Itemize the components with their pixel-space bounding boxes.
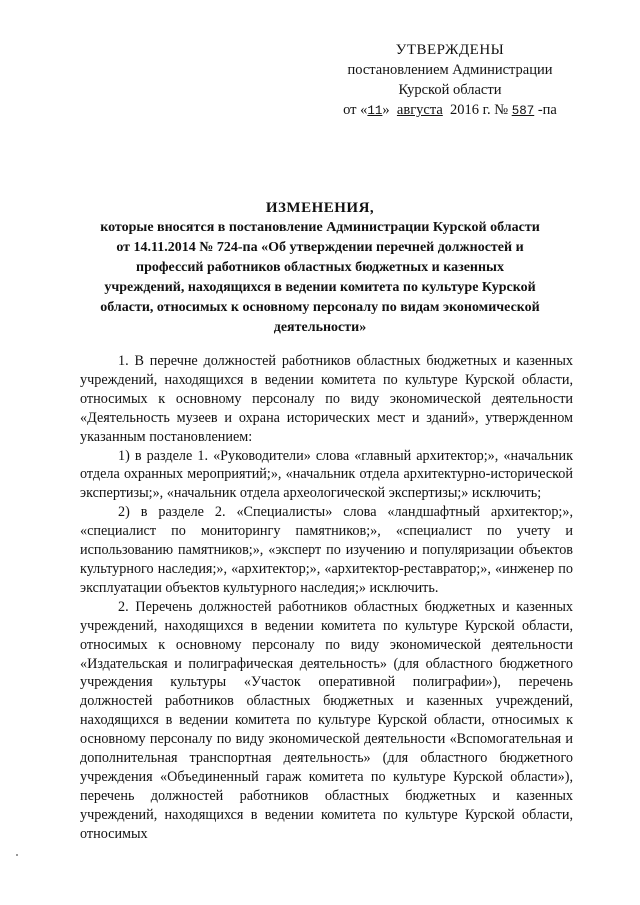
approval-line-2: Курской области	[398, 82, 502, 98]
approval-date-line	[300, 100, 600, 121]
paragraph-1-item-2: 2) в разделе 2. «Специалисты» слова «ландшафтный архитектор;», «специалист по мониторингу памятников;», «специалист по учету и использованию памятников;», «эксперт по изучению и популяризации объектов культурного наследия;», «архитектор;», «архитектор-реставратор;», «инженер по эксплуатации объектов культурного наследия;» исключить.	[80, 504, 573, 596]
document-title	[70, 198, 570, 338]
scan-speck	[16, 854, 18, 856]
approval-stamp	[300, 40, 600, 121]
title-line: которые вносятся в постановление Администрации Курской области	[100, 220, 540, 235]
date-day: 11	[367, 104, 383, 118]
title-heading: ИЗМЕНЕНИЯ,	[265, 200, 375, 216]
document-body	[80, 352, 573, 844]
approval-heading: УТВЕРЖДЕНЫ	[395, 42, 505, 58]
date-prefix: от «	[343, 102, 368, 118]
date-mid: »	[382, 102, 390, 118]
title-line: деятельности»	[273, 320, 367, 335]
paragraph-1: 1. В перечне должностей работников областных бюджетных и казенных учреждений, находящихся в ведении комитета по культуре Курской области, относимых к основному персоналу по виду экономической деятельности «Деятельность музеев и охрана исторических мест и зданий», утвержденном указанным постановлением:	[80, 353, 573, 445]
paragraph-1-item-1: 1) в разделе 1. «Руководители» слова «главный архитектор;», «начальник отдела охранных мероприятий;», «начальник отдела архитектурно-исторической экспертизы;», «начальник отдела археологической экспертизы;» исключить;	[80, 447, 573, 502]
title-line: профессий работников областных бюджетных и казенных	[136, 260, 504, 275]
approval-line-1: постановлением Администрации	[347, 62, 553, 78]
date-month: августа	[396, 102, 443, 118]
number-suffix: -па	[537, 102, 557, 118]
title-line: области, относимых к основному персоналу по видам экономической	[100, 300, 540, 315]
date-year: 2016 г. №	[450, 102, 509, 118]
title-line: от 14.11.2014 № 724-па «Об утверждении перечней должностей и	[116, 240, 524, 255]
document-number: 587	[511, 104, 535, 118]
title-line: учреждений, находящихся в ведении комитета по культуре Курской	[104, 280, 536, 295]
paragraph-2: 2. Перечень должностей работников областных бюджетных и казенных учреждений, находящихся в ведении комитета по культуре Курской области, относимых к основному персоналу по виду экономической деятельности «Издательская и полиграфическая деятельность» (для областного бюджетного учреждения культуры «Участок оперативной полиграфии»), перечень должностей работников областных бюджетных и казенных учреждений, находящихся в ведении комитета по культуре Курской области, относимых к основному персоналу по виду экономической деятельности «Вспомогательная и дополнительная транспортная деятельность» (для областного бюджетного учреждения «Объединенный гараж комитета по культуре Курской области»), перечень должностей работников областных бюджетных и казенных учреждений, находящихся в ведении комитета по культуре Курской области, относимых	[80, 598, 573, 842]
